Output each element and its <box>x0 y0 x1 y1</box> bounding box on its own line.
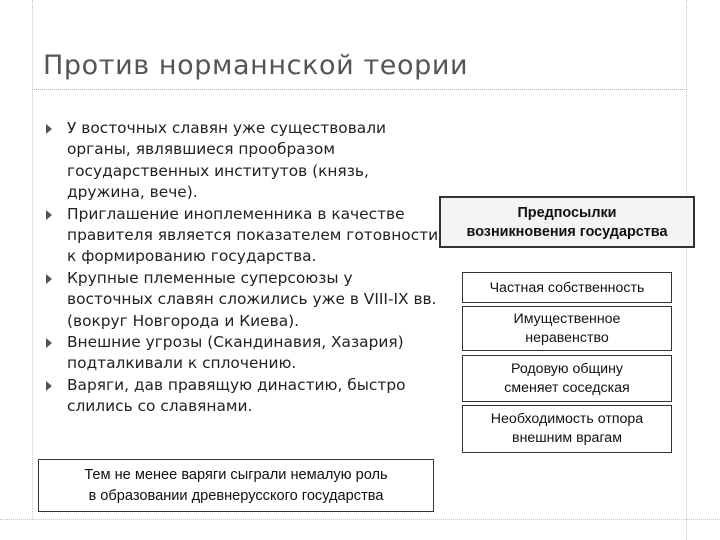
prerequisite-line1: Родовую общину <box>510 361 624 377</box>
prerequisite-box-defense <box>462 405 672 453</box>
prerequisite-line1: Частная собственность <box>489 280 645 296</box>
slide-frame-left <box>32 0 33 520</box>
slide-title: Против норманнской теории <box>43 50 469 81</box>
argument-list <box>43 118 443 418</box>
list-item <box>43 375 443 418</box>
bullet-text: Внешние угрозы (Скандинавия, Хазария) подталкивали к сплочению. <box>67 333 404 373</box>
prerequisites-heading-line2: возникновения государства <box>466 224 668 240</box>
triangle-bullet-icon <box>46 381 52 391</box>
conclusion-box <box>38 459 434 512</box>
prerequisite-box-private-property <box>462 272 672 303</box>
list-item <box>43 332 443 375</box>
bullet-text: Приглашение иноплеменника в качестве правителя является показателем готовности к формированию государства. <box>67 204 439 266</box>
conclusion-line1: Тем не менее варяги сыграли немалую роль <box>84 467 388 483</box>
title-divider <box>32 89 687 90</box>
prerequisites-heading-box <box>439 196 695 248</box>
triangle-bullet-icon <box>46 124 52 134</box>
bullet-text: Варяги, дав правящую династию, быстро слились со славянами. <box>67 375 406 416</box>
triangle-bullet-icon <box>46 210 52 220</box>
prerequisites-heading-line1: Предпосылки <box>517 205 617 221</box>
bullet-text: У восточных славян уже существовали органы, являвшиеся прообразом государственных институтов (князь, дружина, вече). <box>67 119 387 202</box>
list-item <box>43 268 443 332</box>
prerequisite-line1: Необходимость отпора <box>490 411 644 427</box>
prerequisite-line1: Имущественное <box>513 311 621 327</box>
prerequisite-line2: неравенство <box>525 330 609 346</box>
prerequisite-line2: внешним врагам <box>512 430 622 446</box>
triangle-bullet-icon <box>46 274 52 284</box>
prerequisite-box-community <box>462 355 672 402</box>
slide-frame-bottom <box>0 519 720 520</box>
triangle-bullet-icon <box>46 338 52 348</box>
slide-frame-right <box>686 0 687 540</box>
list-item <box>43 204 443 268</box>
conclusion-line2: в образовании древнерусского государства <box>88 488 384 504</box>
list-item <box>43 118 443 204</box>
bullet-text: Крупные племенные суперсоюзы у восточных славян сложились уже в VIII-IX вв. (вокруг Новгорода и Киева). <box>67 268 437 330</box>
prerequisite-line2: сменяет соседская <box>504 380 630 396</box>
prerequisite-box-inequality <box>462 306 672 351</box>
